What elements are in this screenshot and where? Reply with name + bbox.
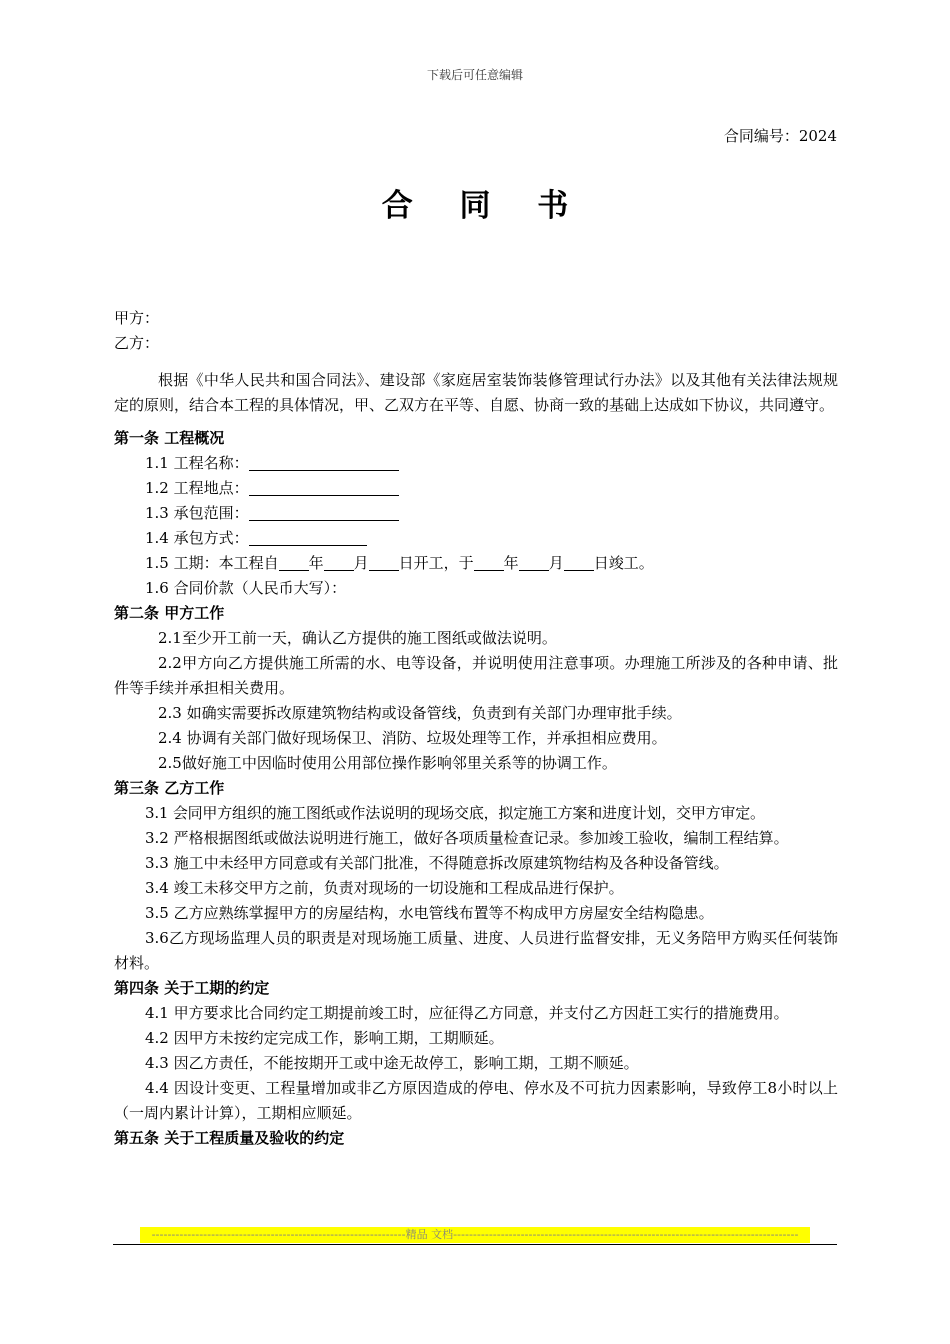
end-month-blank bbox=[519, 554, 549, 571]
clause-1-4-label: 1.4 承包方式： bbox=[145, 529, 249, 547]
document-title: 合 同 书 bbox=[381, 188, 587, 224]
clause-2-3: 2.3 如确实需要拆改原建筑物结构或设备管线，负责到有关部门办理审批手续。 bbox=[158, 704, 682, 722]
clause-2-4: 2.4 协调有关部门做好现场保卫、消防、垃圾处理等工作，并承担相应费用。 bbox=[158, 729, 667, 747]
clause-1-5-start: 1.5 工期：本工程自 bbox=[145, 554, 279, 572]
end-year-blank bbox=[474, 554, 504, 571]
header-note: 下载后可任意编辑 bbox=[426, 68, 523, 82]
section-5-heading: 第五条 关于工程质量及验收的约定 bbox=[114, 1129, 345, 1147]
footer-watermark-bar: ----------------------------------------------------------------精品 文档--------------------------------------------------------------------------------------- bbox=[140, 1227, 810, 1243]
clause-1-1-label: 1.1 工程名称： bbox=[145, 454, 249, 472]
contract-number: 合同编号：2024 bbox=[723, 127, 837, 145]
contract-body bbox=[114, 306, 838, 1151]
party-b-label: 乙方： bbox=[114, 334, 160, 352]
section-2-heading: 第二条 甲方工作 bbox=[114, 604, 225, 622]
clause-1-6: 1.6 合同价款（人民币大写）： bbox=[145, 579, 347, 597]
clause-1-2 bbox=[114, 476, 838, 501]
clause-3-5: 3.5 乙方应熟练掌握甲方的房屋结构，水电管线布置等不构成甲方房屋安全结构隐患。 bbox=[145, 904, 714, 922]
start-month-blank bbox=[324, 554, 354, 571]
clause-3-1: 3.1 会同甲方组织的施工图纸或作法说明的现场交底，拟定施工方案和进度计划，交甲方审定。 bbox=[145, 804, 765, 822]
clause-1-5 bbox=[114, 551, 838, 576]
section-4-heading: 第四条 关于工期的约定 bbox=[114, 979, 270, 997]
clause-2-5: 2.5做好施工中因临时使用公用部位操作影响邻里关系等的协调工作。 bbox=[158, 754, 617, 772]
end-year-label: 年 bbox=[503, 554, 519, 572]
start-year-label: 年 bbox=[308, 554, 324, 572]
clause-3-6: 3.6乙方现场监理人员的职责是对现场施工质量、进度、人员进行监督安排，无义务陪甲方购买任何装饰材料。 bbox=[114, 929, 838, 972]
clause-1-3 bbox=[114, 501, 838, 526]
clause-4-2: 4.2 因甲方未按约定完成工作，影响工期，工期顺延。 bbox=[145, 1029, 504, 1047]
section-1-heading: 第一条 工程概况 bbox=[114, 429, 225, 447]
project-location-blank bbox=[249, 479, 399, 496]
clause-3-2: 3.2 严格根据图纸或做法说明进行施工，做好各项质量检查记录。参加竣工验收，编制工程结算。 bbox=[145, 829, 789, 847]
section-3-heading: 第三条 乙方工作 bbox=[114, 779, 225, 797]
footer-divider bbox=[113, 1244, 837, 1245]
clause-4-3: 4.3 因乙方责任，不能按期开工或中途无故停工，影响工期，工期不顺延。 bbox=[145, 1054, 639, 1072]
clause-3-4: 3.4 竣工未移交甲方之前，负责对现场的一切设施和工程成品进行保护。 bbox=[145, 879, 624, 897]
contract-method-blank bbox=[249, 529, 367, 546]
clause-3-3: 3.3 施工中未经甲方同意或有关部门批准，不得随意拆改原建筑物结构及各种设备管线。 bbox=[145, 854, 729, 872]
start-day-label: 日开工，于 bbox=[398, 554, 474, 572]
contract-scope-blank bbox=[249, 504, 399, 521]
clause-1-1 bbox=[114, 451, 838, 476]
clause-2-2: 2.2甲方向乙方提供施工所需的水、电等设备，并说明使用注意事项。办理施工所涉及的各种申请、批件等手续并承担相关费用。 bbox=[114, 654, 838, 697]
party-a-label: 甲方： bbox=[114, 309, 160, 327]
end-day-label: 日竣工。 bbox=[593, 554, 654, 572]
clause-1-3-label: 1.3 承包范围： bbox=[145, 504, 249, 522]
preamble-paragraph: 根据《中华人民共和国合同法》、建设部《家庭居室装饰装修管理试行办法》以及其他有关法律法规规定的原则，结合本工程的具体情况，甲、乙双方在平等、自愿、协商一致的基础上达成如下协议，共同遵守。 bbox=[114, 371, 838, 414]
start-day-blank bbox=[369, 554, 399, 571]
clause-1-4 bbox=[114, 526, 838, 551]
start-month-label: 月 bbox=[353, 554, 369, 572]
clause-2-1: 2.1至少开工前一天，确认乙方提供的施工图纸或做法说明。 bbox=[158, 629, 557, 647]
clause-4-4: 4.4 因设计变更、工程量增加或非乙方原因造成的停电、停水及不可抗力因素影响，导致停工8小时以上（一周内累计计算），工期相应顺延。 bbox=[114, 1079, 838, 1122]
start-year-blank bbox=[279, 554, 309, 571]
project-name-blank bbox=[249, 454, 399, 471]
end-month-label: 月 bbox=[548, 554, 564, 572]
clause-4-1: 4.1 甲方要求比合同约定工期提前竣工时，应征得乙方同意，并支付乙方因赶工实行的措施费用。 bbox=[145, 1004, 789, 1022]
clause-1-2-label: 1.2 工程地点： bbox=[145, 479, 249, 497]
end-day-blank bbox=[564, 554, 594, 571]
